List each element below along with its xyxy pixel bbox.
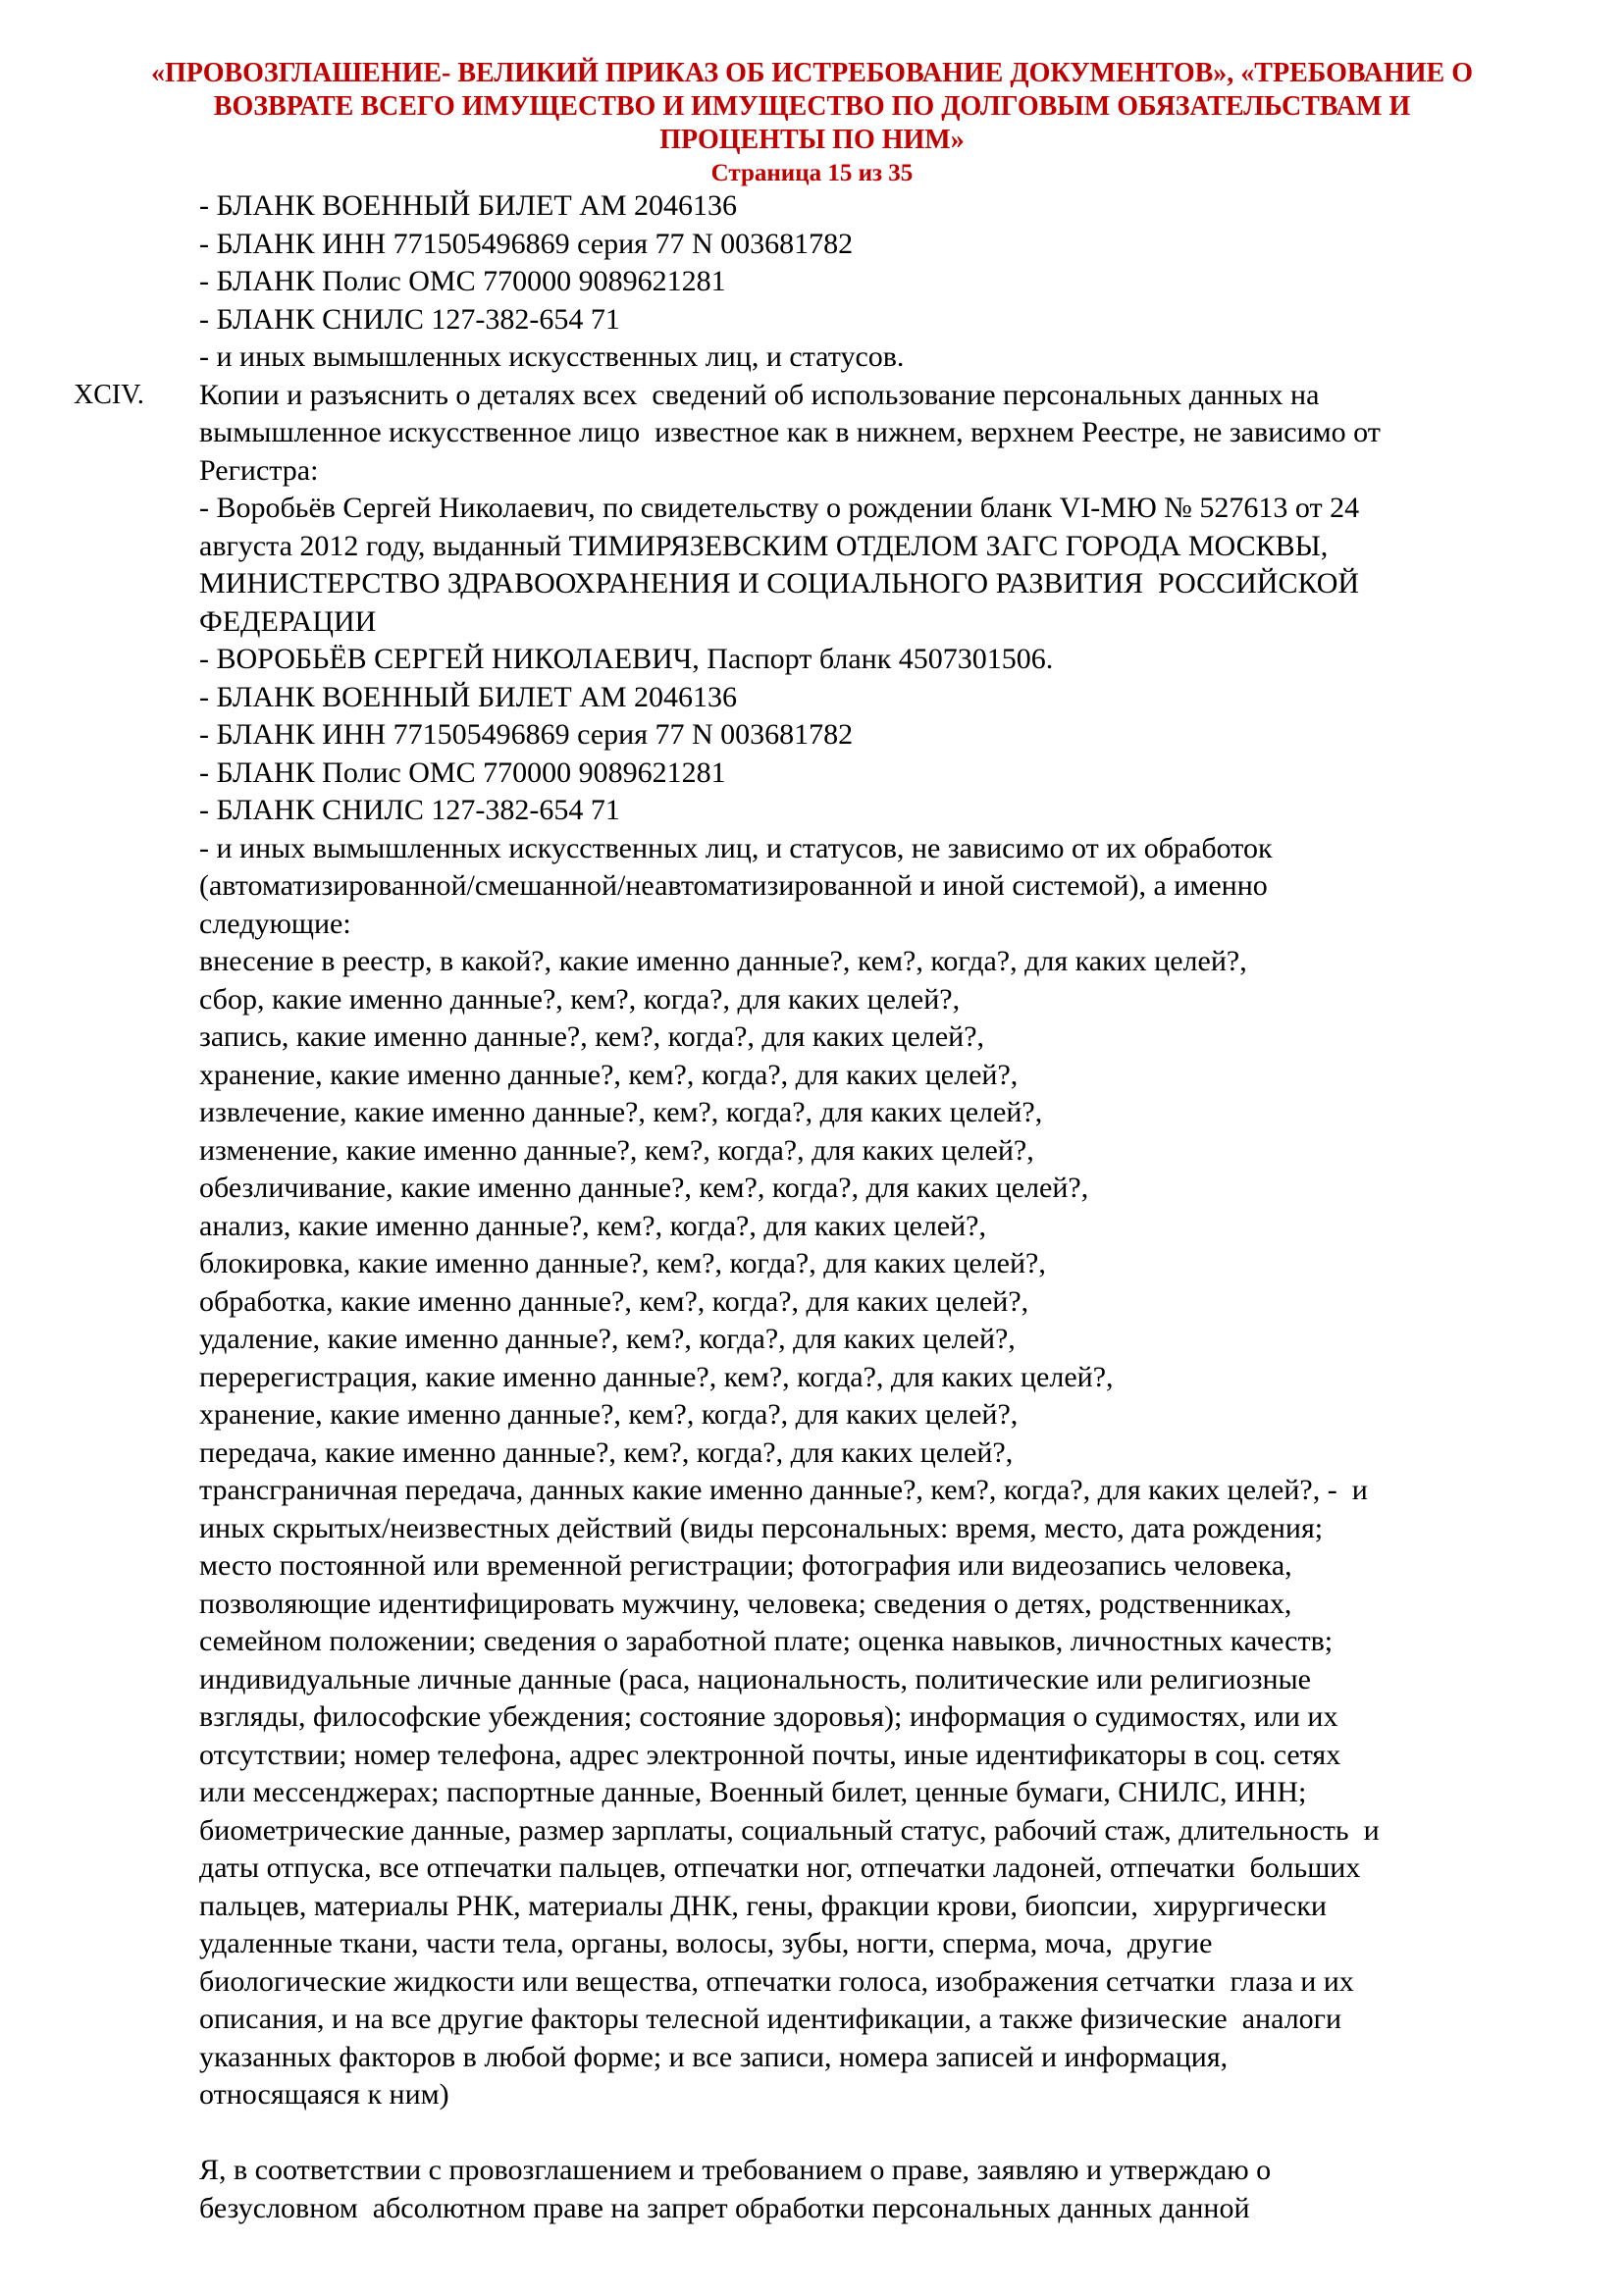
- text-line: извлечение, какие именно данные?, кем?, когда?, для каких целей?,: [199, 1096, 1043, 1128]
- text-line: безусловном абсолютном праве на запрет обработки персональных данных данной: [199, 2191, 1250, 2224]
- text-line: обработка, какие именно данные?, кем?, когда?, для каких целей?,: [199, 1284, 1029, 1318]
- text-line: изменение, какие именно данные?, кем?, когда?, для каких целей?,: [199, 1133, 1034, 1167]
- text-line: - БЛАНК Полис ОМС 770000 9089621281: [199, 756, 726, 789]
- text-line: ФЕДЕРАЦИИ: [199, 604, 377, 638]
- text-line: блокировка, какие именно данные?, кем?, когда?, для каких целей?,: [199, 1247, 1046, 1279]
- text-line: «ПРОВОЗГЛАШЕНИЕ- ВЕЛИКИЙ ПРИКАЗ ОБ ИСТРЕБОВАНИЕ ДОКУМЕНТОВ», «ТРЕБОВАНИЕ О: [150, 58, 1474, 88]
- text-line: - Воробьёв Сергей Николаевич, по свидетельству о рождении бланк VI-МЮ № 527613 от 24: [199, 492, 1360, 524]
- text-line: следующие:: [199, 907, 351, 940]
- text-line: удаление, какие именно данные?, кем?, когда?, для каких целей?,: [199, 1323, 1016, 1355]
- text-line: позволяющие идентифицировать мужчину, человека; сведения о детях, родственниках,: [199, 1587, 1292, 1620]
- page-indicator: Страница 15 из 35: [710, 160, 914, 186]
- text-line: перерегистрация, какие именно данные?, кем?, когда?, для каких целей?,: [199, 1360, 1114, 1393]
- text-line: биологические жидкости или вещества, отпечатки голоса, изображения сетчатки глаза и их: [199, 1964, 1354, 1998]
- text-line: место постоянной или временной регистрации; фотография или видеозапись человека,: [199, 1549, 1292, 1582]
- text-line: или мессенджерах; паспортные данные, Военный билет, ценные бумаги, СНИЛС, ИНН;: [199, 1776, 1307, 1808]
- section-paragraph: [199, 377, 1504, 2114]
- text-line: - и иных вымышленных искусственных лиц, и статусов.: [199, 340, 905, 373]
- text-line: МИНИСТЕРСТВО ЗДРАВООХРАНЕНИЯ И СОЦИАЛЬНОГО РАЗВИТИЯ РОССИЙСКОЙ: [199, 567, 1360, 600]
- text-line: Я, в соответствии с провозглашением и требованием о праве, заявляю и утверждаю о: [199, 2154, 1272, 2186]
- text-line: - и иных вымышленных искусственных лиц, и статусов, не зависимо от их обработок: [199, 831, 1273, 864]
- section-number: XCIV.: [74, 379, 144, 410]
- text-line: описания, и на все другие факторы телесной идентификации, а также физические аналоги: [199, 2003, 1342, 2035]
- text-line: - БЛАНК СНИЛС 127-382-654 71: [199, 302, 620, 336]
- section-xciv: [74, 377, 1504, 2114]
- text-line: относящаяся к ним): [199, 2078, 449, 2111]
- text-line: Регистра:: [199, 453, 319, 487]
- text-line: ПРОЦЕНТЫ ПО НИМ»: [659, 125, 965, 155]
- intro-paragraph: [199, 187, 1504, 377]
- document-header: [0, 57, 1624, 190]
- text-line: индивидуальные личные данные (раса, национальность, политические или религиозные: [199, 1662, 1311, 1695]
- text-line: хранение, какие именно данные?, кем?, когда?, для каких целей?,: [199, 1398, 1019, 1431]
- text-line: передача, какие именно данные?, кем?, когда?, для каких целей?,: [199, 1435, 1014, 1469]
- text-line: иных скрытых/неизвестных действий (виды персональных: время, место, дата рождения;: [199, 1511, 1324, 1544]
- text-line: взгляды, философские убеждения; состояние здоровья); информация о судимостях, или их: [199, 1700, 1338, 1733]
- text-line: запись, какие именно данные?, кем?, когда?, для каких целей?,: [199, 1020, 985, 1053]
- text-line: анализ, какие именно данные?, кем?, когда?, для каких целей?,: [199, 1209, 986, 1242]
- text-line: сбор, какие именно данные?, кем?, когда?, для каких целей?,: [199, 982, 961, 1016]
- text-line: - БЛАНК ИНН 771505496869 серия 77 N 003681782: [199, 227, 854, 260]
- text-line: - БЛАНК СНИЛС 127-382-654 71: [199, 794, 620, 826]
- text-line: отсутствии; номер телефона, адрес электронной почты, иные идентификаторы в соц. сетях: [199, 1738, 1341, 1771]
- closing-paragraph: [199, 2152, 1504, 2227]
- text-line: биометрические данные, размер зарплаты, социальный статус, рабочий стаж, длительность и: [199, 1813, 1380, 1847]
- document-body: [74, 187, 1504, 2227]
- text-line: вымышленное искусственное лицо известное как в нижнем, верхнем Реестре, не зависимо от: [199, 416, 1381, 448]
- text-line: Копии и разъяснить о деталях всех сведений об использование персональных данных на: [199, 378, 1320, 411]
- text-line: пальцев, материалы РНК, материалы ДНК, гены, фракции крови, биопсии, хирургически: [199, 1889, 1327, 1922]
- text-line: трансграничная передача, данных какие именно данные?, кем?, когда?, для каких целей?, - и: [199, 1474, 1368, 1506]
- text-line: ВОЗВРАТЕ ВСЕГО ИМУЩЕСТВО И ИМУЩЕСТВО ПО ДОЛГОВЫМ ОБЯЗАТЕЛЬСТВАМ И: [213, 91, 1411, 122]
- text-line: семейном положении; сведения о заработной плате; оценка навыков, личностных качеств;: [199, 1625, 1334, 1657]
- text-line: (автоматизированной/смешанной/неавтоматизированной и иной системой), а именно: [199, 869, 1268, 902]
- document-title: [0, 57, 1624, 157]
- text-line: - ВОРОБЬЁВ СЕРГЕЙ НИКОЛАЕВИЧ, Паспорт бланк 4507301506.: [199, 643, 1054, 675]
- text-line: - БЛАНК ВОЕННЫЙ БИЛЕТ АМ 2046136: [199, 189, 738, 222]
- text-line: - БЛАНК Полис ОМС 770000 9089621281: [199, 265, 726, 297]
- text-line: указанных факторов в любой форме; и все записи, номера записей и информация,: [199, 2040, 1229, 2073]
- text-line: даты отпуска, все отпечатки пальцев, отпечатки ног, отпечатки ладоней, отпечатки больших: [199, 1852, 1361, 1884]
- text-line: - БЛАНК ИНН 771505496869 серия 77 N 003681782: [199, 718, 854, 751]
- text-line: удаленные ткани, части тела, органы, волосы, зубы, ногти, сперма, моча, другие: [199, 1927, 1213, 1959]
- text-line: - БЛАНК ВОЕННЫЙ БИЛЕТ АМ 2046136: [199, 680, 738, 713]
- text-line: внесение в реестр, в какой?, какие именно данные?, кем?, когда?, для каких целей?,: [199, 945, 1247, 977]
- text-line: хранение, какие именно данные?, кем?, когда?, для каких целей?,: [199, 1058, 1019, 1091]
- text-line: августа 2012 году, выданный ТИМИРЯЗЕВСКИМ ОТДЕЛОМ ЗАГС ГОРОДА МОСКВЫ,: [199, 529, 1329, 562]
- text-line: обезличивание, какие именно данные?, кем?, когда?, для каких целей?,: [199, 1172, 1089, 1204]
